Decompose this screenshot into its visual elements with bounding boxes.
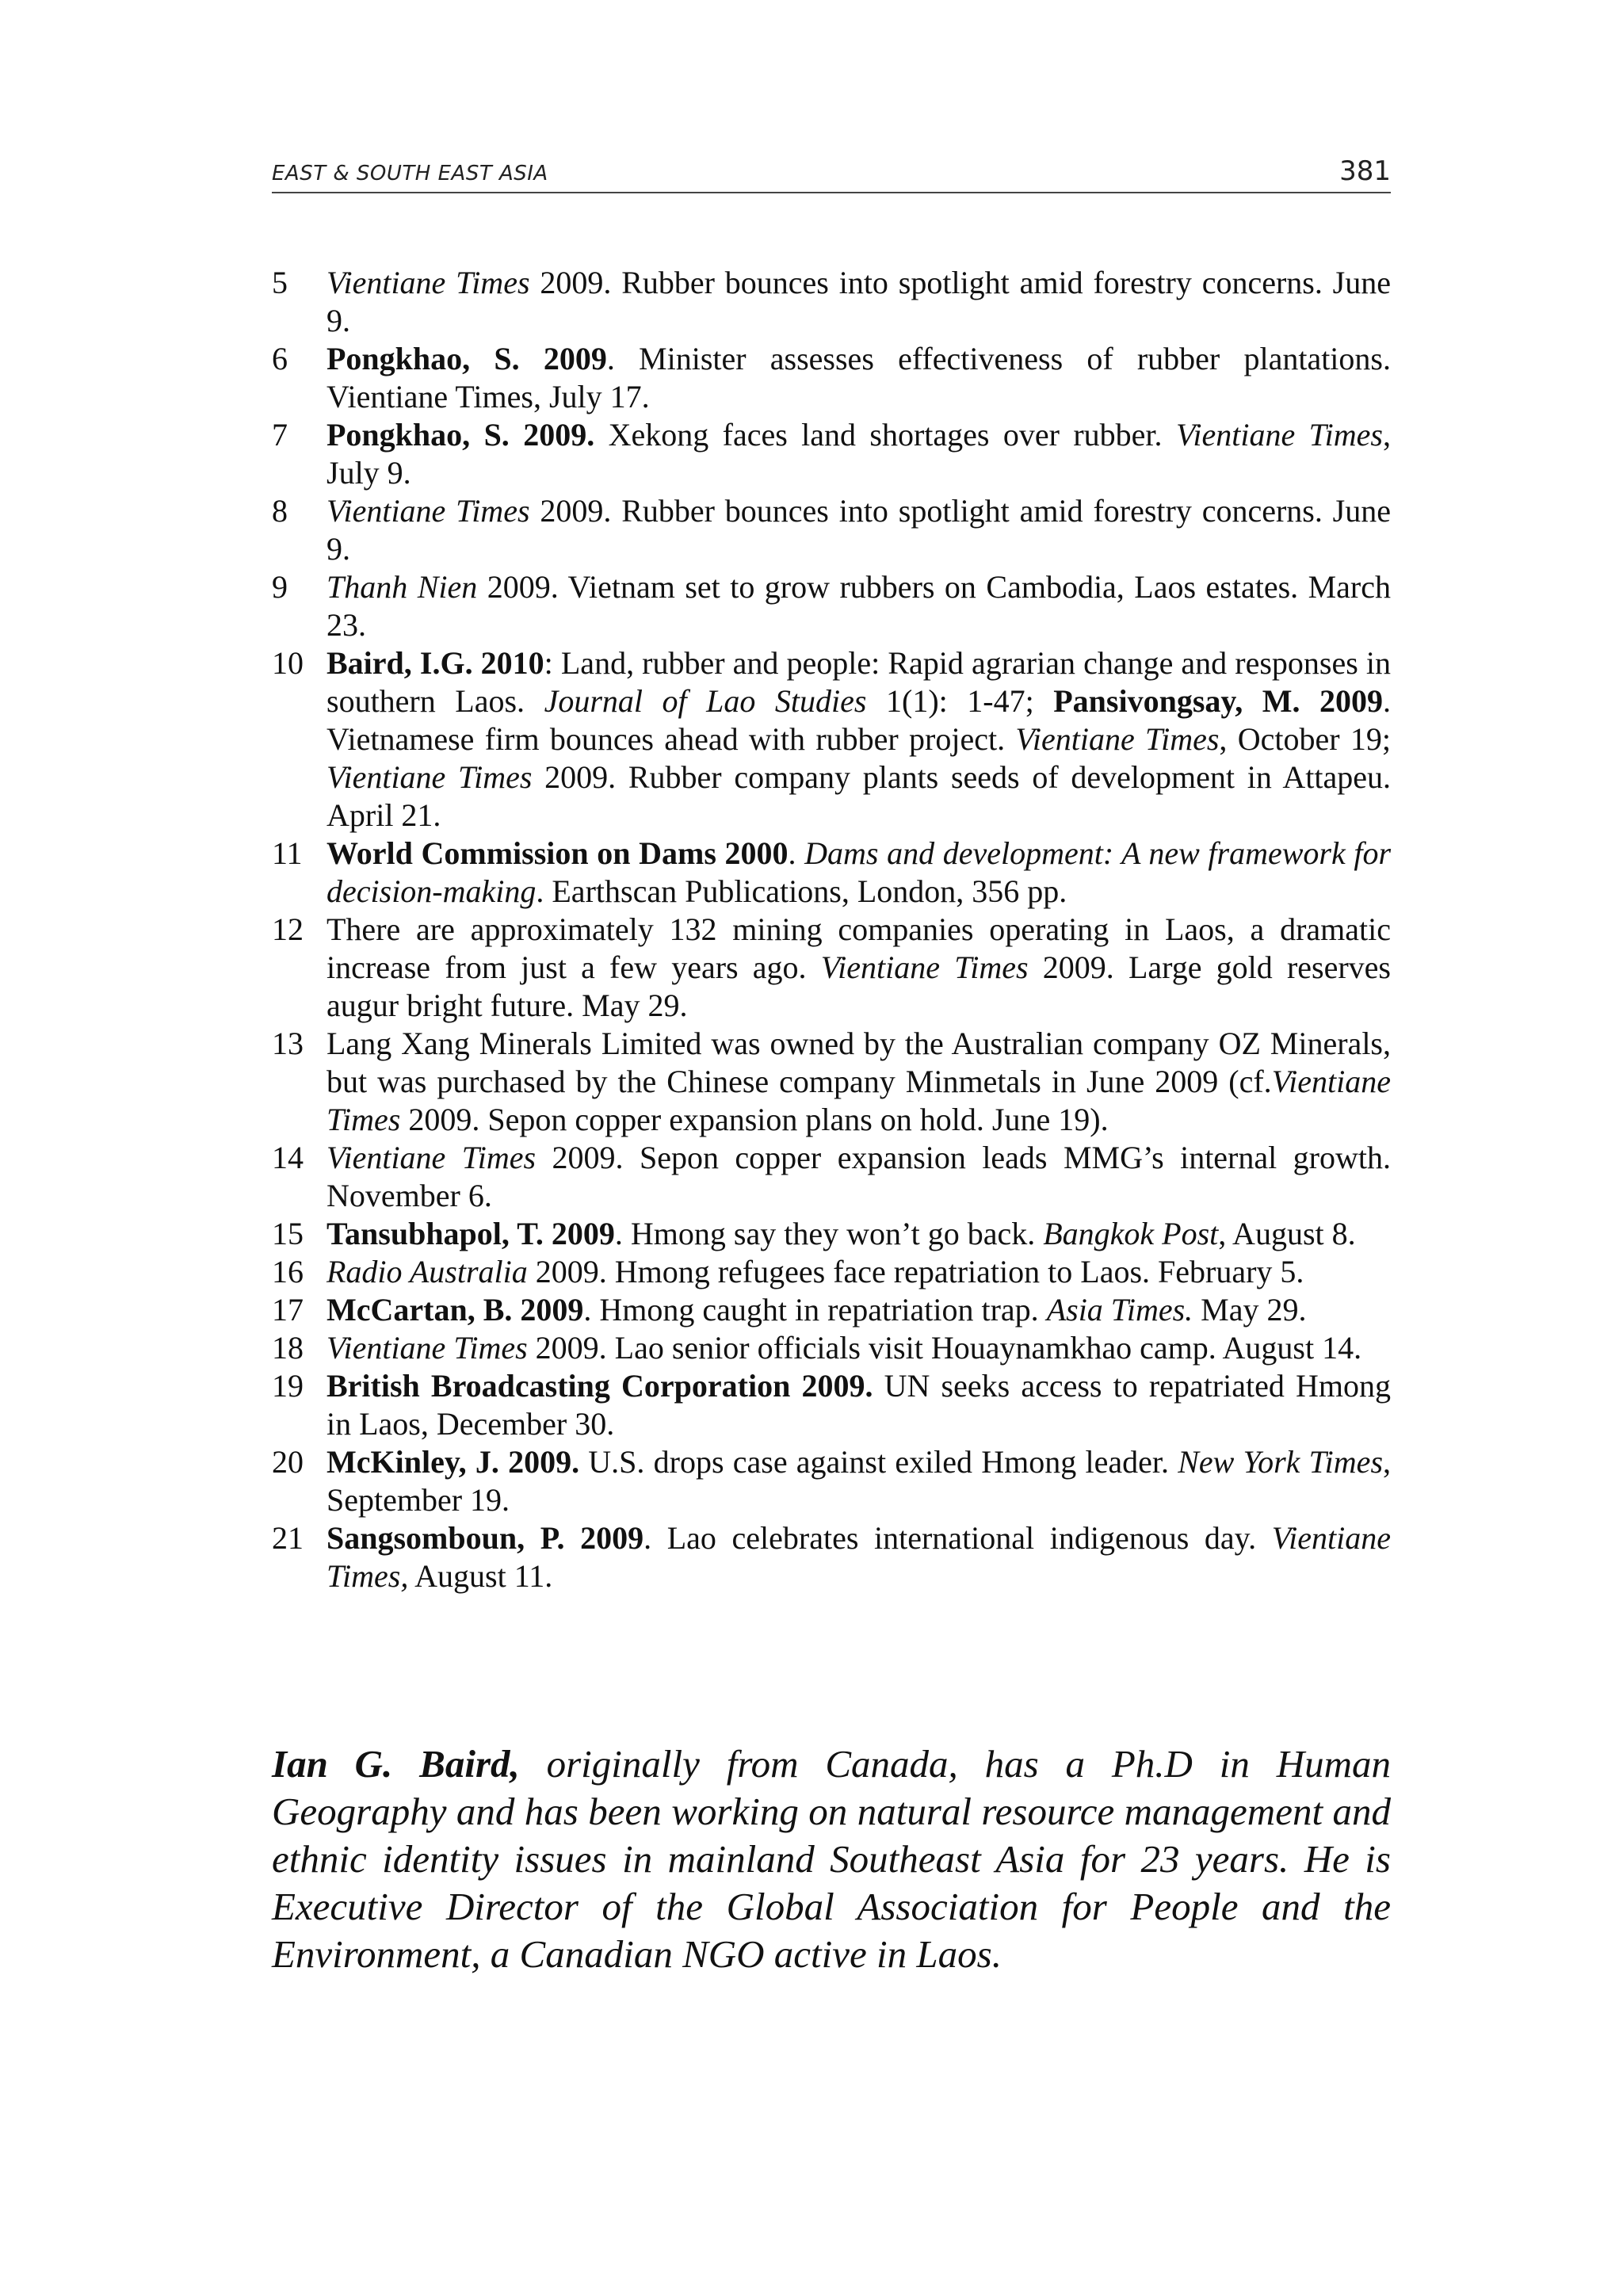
endnote-text	[327, 265, 1391, 338]
endnote-item	[272, 835, 1391, 911]
endnote-author: Pongkhao, S. 2009	[327, 341, 607, 376]
endnote-source: Vientiane Times	[327, 759, 533, 795]
endnote-author: McCartan, B. 2009	[327, 1292, 584, 1328]
endnote-number: 6	[272, 341, 288, 376]
endnote-text	[327, 911, 1391, 1023]
endnote-item	[272, 416, 1391, 492]
endnote-fragment: . Vietnamese firm bounces ahead with rubber project.	[327, 683, 1392, 757]
endnote-number: 18	[272, 1330, 304, 1366]
endnote-fragment: . Earthscan Publications, London, 356 pp.	[536, 873, 1067, 909]
endnote-fragment: May 29.	[1193, 1292, 1307, 1328]
section-title: EAST & SOUTH EAST ASIA	[272, 162, 548, 185]
endnote-source: Vientiane Times	[1015, 721, 1220, 757]
endnote-item	[272, 1025, 1391, 1139]
endnote-item	[272, 911, 1391, 1025]
endnote-number: 20	[272, 1444, 304, 1480]
endnote-item	[272, 492, 1391, 568]
endnote-author: Pansivongsay, M. 2009	[1053, 683, 1384, 719]
endnote-source: Asia Times.	[1046, 1292, 1193, 1328]
endnote-item	[272, 1253, 1391, 1291]
endnote-text	[327, 1292, 1307, 1328]
endnote-item	[272, 1443, 1391, 1519]
endnote-number: 11	[272, 835, 303, 871]
endnote-fragment: Xekong faces land shortages over rubber.	[594, 417, 1176, 453]
endnote-number: 7	[272, 417, 288, 453]
endnote-author: Sangsomboun, P. 2009	[327, 1520, 644, 1556]
endnote-text	[327, 1216, 1356, 1251]
endnote-author: McKinley, J. 2009.	[327, 1444, 580, 1480]
endnote-source: Journal of Lao Studies	[544, 683, 867, 719]
endnote-item	[272, 340, 1391, 416]
endnote-fragment: U.S. drops case against exiled Hmong leader.	[579, 1444, 1178, 1480]
endnote-item	[272, 1139, 1391, 1215]
endnote-text	[327, 1026, 1391, 1137]
endnote-source: Thanh Nien	[327, 569, 478, 605]
endnote-fragment: , October 19;	[1219, 721, 1392, 757]
endnote-item	[272, 568, 1391, 644]
endnote-fragment: 2009. Large gold reserves augur bright future. May 29.	[327, 949, 1391, 1023]
endnote-text	[327, 341, 1391, 415]
running-header	[272, 151, 1391, 193]
endnote-fragment: : Land, rubber and people: Rapid agrarian change and responses in southern Laos.	[327, 645, 1391, 719]
endnote-number: 13	[272, 1026, 304, 1061]
endnote-item	[272, 1367, 1391, 1443]
endnote-source: Vientiane Times	[820, 949, 1029, 985]
endnote-author: Pongkhao, S. 2009.	[327, 417, 595, 453]
endnote-text	[327, 417, 1391, 491]
endnote-source: Vientiane Times	[1175, 417, 1383, 453]
endnote-number: 21	[272, 1520, 304, 1556]
endnote-source: Vientiane Times	[327, 1330, 528, 1366]
endnote-text	[327, 493, 1391, 567]
endnote-item	[272, 264, 1391, 340]
endnote-fragment: , July 9.	[327, 417, 1391, 491]
endnote-text	[327, 1330, 1361, 1366]
endnote-number: 16	[272, 1254, 304, 1289]
endnote-number: 10	[272, 645, 304, 681]
endnote-fragment: Lang Xang Minerals Limited was owned by the Australian company OZ Minerals, but was purchased by the Chinese company Minmetals in June 2009 (cf.	[327, 1026, 1391, 1099]
endnote-number: 14	[272, 1140, 304, 1175]
page-number: 381	[1339, 155, 1391, 187]
author-name: Ian G. Baird,	[272, 1742, 520, 1786]
endnote-source: Vientiane Times	[327, 493, 530, 529]
endnote-source: Vientiane Times	[327, 1064, 1391, 1137]
endnote-fragment: , August 8.	[1218, 1216, 1356, 1251]
endnote-fragment: .	[788, 835, 805, 871]
endnote-fragment: 2009. Sepon copper expansion leads MMG’s internal growth. November 6.	[327, 1140, 1391, 1213]
endnote-fragment: . Lao celebrates international indigenous day.	[643, 1520, 1272, 1556]
endnote-text	[327, 1520, 1391, 1594]
endnote-fragment: 2009. Sepon copper expansion plans on hold. June 19).	[400, 1102, 1109, 1137]
endnote-fragment: . Hmong say they won’t go back.	[614, 1216, 1044, 1251]
endnote-number: 5	[272, 265, 288, 300]
endnote-author: World Commission on Dams 2000	[327, 835, 789, 871]
endnote-fragment: 2009. Rubber company plants seeds of development in Attapeu. April 21.	[327, 759, 1391, 833]
endnote-source: Vientiane Times	[327, 265, 530, 300]
endnote-fragment: 2009. Hmong refugees face repatriation to Laos. February 5.	[527, 1254, 1304, 1289]
endnote-text	[327, 1140, 1391, 1213]
endnote-item	[272, 1291, 1391, 1329]
endnote-fragment: 1(1): 1-47;	[866, 683, 1054, 719]
endnote-author: British Broadcasting Corporation 2009.	[327, 1368, 873, 1404]
endnote-number: 19	[272, 1368, 304, 1404]
endnote-fragment: 2009. Rubber bounces into spotlight amid forestry concerns. June 9.	[327, 493, 1391, 567]
endnote-number: 8	[272, 493, 288, 529]
endnotes-list	[272, 264, 1391, 1595]
endnote-item	[272, 1329, 1391, 1367]
endnote-author: Tansubhapol, T. 2009	[327, 1216, 615, 1251]
endnote-fragment: . Minister assesses effectiveness of rubber plantations. Vientiane Times, July 17.	[327, 341, 1391, 415]
endnote-fragment: UN seeks access to repatriated Hmong in Laos, December 30.	[327, 1368, 1392, 1442]
endnote-number: 9	[272, 569, 288, 605]
endnote-number: 12	[272, 911, 304, 947]
endnote-text	[327, 1254, 1304, 1289]
endnote-fragment: 2009. Rubber bounces into spotlight amid forestry concerns. June 9.	[327, 265, 1391, 338]
endnote-source: Bangkok Post	[1043, 1216, 1219, 1251]
endnote-item	[272, 644, 1391, 835]
endnote-item	[272, 1519, 1391, 1595]
endnote-source: Radio Australia	[327, 1254, 528, 1289]
endnote-text	[327, 1368, 1391, 1442]
endnote-fragment: . Hmong caught in repatriation trap.	[583, 1292, 1047, 1328]
author-bio-text: originally from Canada, has a Ph.D in Human Geography and has been working on natural resource management and ethnic identity issues in mainland Southeast Asia for 23 years. He is Executive Director of the Global Association for People and the Environment, a Canadian NGO active in Laos.	[272, 1742, 1391, 1976]
endnote-item	[272, 1215, 1391, 1253]
endnote-text	[327, 1444, 1391, 1518]
endnote-text	[327, 835, 1391, 909]
endnote-source: New York Times	[1178, 1444, 1384, 1480]
endnote-text	[327, 569, 1391, 643]
endnote-fragment: 2009. Vietnam set to grow rubbers on Cambodia, Laos estates. March 23.	[327, 569, 1392, 643]
endnote-fragment: August 11.	[408, 1558, 553, 1594]
endnote-source: Dams and development: A new framework for decision-making	[327, 835, 1392, 909]
endnote-number: 17	[272, 1292, 304, 1328]
endnote-number: 15	[272, 1216, 304, 1251]
endnote-fragment: , September 19.	[327, 1444, 1392, 1518]
endnote-source: Vientiane Times	[327, 1140, 537, 1175]
endnote-author: Baird, I.G. 2010	[327, 645, 544, 681]
author-bio	[272, 1740, 1391, 1978]
endnote-fragment: 2009. Lao senior officials visit Houaynamkhao camp. August 14.	[527, 1330, 1362, 1366]
endnote-source: Vientiane Times,	[327, 1520, 1391, 1594]
endnote-text	[327, 645, 1391, 833]
endnote-fragment: There are approximately 132 mining companies operating in Laos, a dramatic increase from just a few years ago.	[327, 911, 1391, 985]
